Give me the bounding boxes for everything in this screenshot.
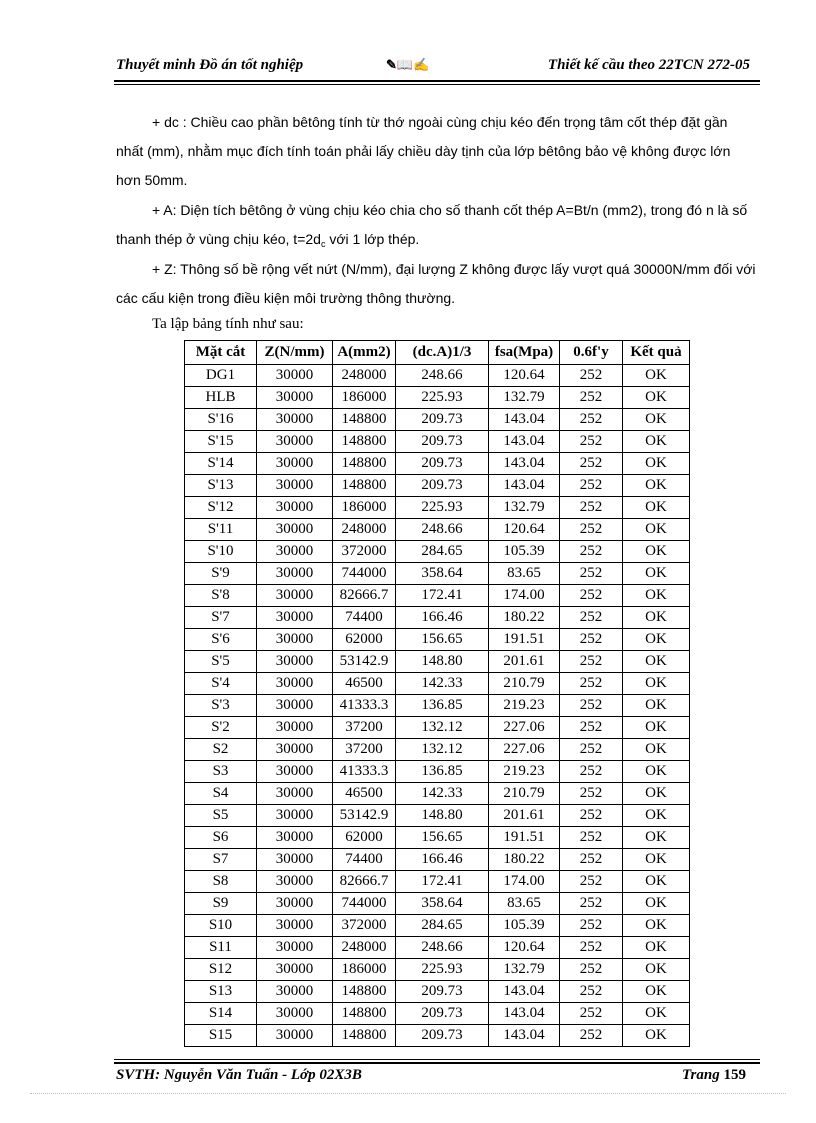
table-cell: S'4 [185, 673, 257, 695]
table-cell: 252 [560, 563, 623, 585]
table-cell: OK [623, 387, 690, 409]
table-cell: S'6 [185, 629, 257, 651]
table-row [185, 607, 690, 629]
table-cell: 252 [560, 695, 623, 717]
table-cell: 148800 [333, 453, 396, 475]
table-cell: 148.80 [396, 651, 489, 673]
footer-rule-thin [114, 1059, 760, 1060]
table-cell: 74400 [333, 607, 396, 629]
table-cell: 191.51 [489, 629, 560, 651]
paragraph-a-text-end: với 1 lớp thép. [325, 231, 420, 247]
table-cell: 30000 [257, 937, 333, 959]
table-cell: 142.33 [396, 783, 489, 805]
table-cell: 30000 [257, 959, 333, 981]
table-cell: 46500 [333, 783, 396, 805]
table-row [185, 871, 690, 893]
table-cell: 284.65 [396, 915, 489, 937]
table-cell: 30000 [257, 387, 333, 409]
table-cell: S4 [185, 783, 257, 805]
table-cell: 105.39 [489, 541, 560, 563]
footer-page [682, 1067, 746, 1084]
table-cell: S'11 [185, 519, 257, 541]
footer-author: SVTH: Nguyễn Văn Tuấn - Lớp 02X3B [116, 1067, 362, 1083]
table-cell: 219.23 [489, 695, 560, 717]
table-cell: OK [623, 541, 690, 563]
table-cell: OK [623, 761, 690, 783]
table-cell: OK [623, 585, 690, 607]
table-cell: 30000 [257, 1003, 333, 1025]
table-cell: 172.41 [396, 871, 489, 893]
table-row [185, 475, 690, 497]
table-cell: 148.80 [396, 805, 489, 827]
table-cell: 148800 [333, 409, 396, 431]
table-cell: 201.61 [489, 805, 560, 827]
table-cell: 252 [560, 629, 623, 651]
table-cell: 166.46 [396, 849, 489, 871]
table-row [185, 915, 690, 937]
table-cell: OK [623, 937, 690, 959]
table-cell: 186000 [333, 959, 396, 981]
table-cell: 62000 [333, 629, 396, 651]
table-row [185, 365, 690, 387]
table-cell: 46500 [333, 673, 396, 695]
table-cell: S3 [185, 761, 257, 783]
table-cell: OK [623, 717, 690, 739]
table-cell: 148800 [333, 1025, 396, 1047]
header-rule-thin [114, 84, 760, 85]
table-cell: 30000 [257, 453, 333, 475]
table-cell: 30000 [257, 783, 333, 805]
table-cell: S'9 [185, 563, 257, 585]
table-row [185, 651, 690, 673]
table-cell: HLB [185, 387, 257, 409]
table-row [185, 673, 690, 695]
table-cell: 30000 [257, 431, 333, 453]
table-cell: 227.06 [489, 739, 560, 761]
page-footer [116, 1067, 746, 1087]
table-cell: 172.41 [396, 585, 489, 607]
table-cell: 372000 [333, 541, 396, 563]
table-cell: OK [623, 365, 690, 387]
table-cell: 252 [560, 739, 623, 761]
col-header: fsa(Mpa) [489, 341, 560, 365]
table-cell: 252 [560, 805, 623, 827]
table-cell: 252 [560, 475, 623, 497]
table-cell: 83.65 [489, 563, 560, 585]
table-cell: 252 [560, 365, 623, 387]
table-cell: 180.22 [489, 607, 560, 629]
table-cell: S10 [185, 915, 257, 937]
table-cell: 186000 [333, 497, 396, 519]
table-cell: OK [623, 739, 690, 761]
table-cell: 210.79 [489, 783, 560, 805]
table-cell: 248000 [333, 937, 396, 959]
table-row [185, 431, 690, 453]
table-cell: 132.79 [489, 497, 560, 519]
table-cell: OK [623, 915, 690, 937]
header-rule [114, 80, 760, 82]
table-cell: S'3 [185, 695, 257, 717]
table-cell: OK [623, 959, 690, 981]
table-cell: 252 [560, 431, 623, 453]
table-cell: 120.64 [489, 937, 560, 959]
table-cell: 30000 [257, 673, 333, 695]
table-cell: 143.04 [489, 453, 560, 475]
table-cell: 358.64 [396, 563, 489, 585]
table-row [185, 387, 690, 409]
table-cell: S'7 [185, 607, 257, 629]
paragraph-dc: + dc : Chiều cao phần bêtông tính từ thớ ngoài cùng chịu kéo đến trọng tâm cốt thép đặt gần nhất (mm), nhằm mục đích tính toán phải lấy chiều dày tịnh của lớp bêtông bảo vệ không được lớn hơn 50mm. [116, 114, 731, 188]
page-number: 159 [723, 1067, 746, 1083]
col-header: Mặt cắt [185, 341, 257, 365]
table-cell: OK [623, 651, 690, 673]
table-cell: S15 [185, 1025, 257, 1047]
table-row [185, 761, 690, 783]
table-cell: S'10 [185, 541, 257, 563]
table-cell: 37200 [333, 739, 396, 761]
table-cell: 30000 [257, 871, 333, 893]
table-cell: OK [623, 783, 690, 805]
table-cell: 132.79 [489, 959, 560, 981]
table-cell: 252 [560, 827, 623, 849]
table-cell: OK [623, 849, 690, 871]
table-cell: OK [623, 981, 690, 1003]
table-cell: 143.04 [489, 475, 560, 497]
table-row [185, 981, 690, 1003]
table-cell: 209.73 [396, 431, 489, 453]
table-cell: 166.46 [396, 607, 489, 629]
col-header: 0.6f'y [560, 341, 623, 365]
table-cell: 227.06 [489, 717, 560, 739]
table-cell: 209.73 [396, 981, 489, 1003]
table-cell: S5 [185, 805, 257, 827]
table-cell: 248000 [333, 519, 396, 541]
table-cell: 132.79 [489, 387, 560, 409]
table-cell: 174.00 [489, 871, 560, 893]
table-cell: 30000 [257, 629, 333, 651]
table-cell: S13 [185, 981, 257, 1003]
table-cell: 248.66 [396, 937, 489, 959]
table-row [185, 453, 690, 475]
table-cell: S6 [185, 827, 257, 849]
table-cell: 219.23 [489, 761, 560, 783]
table-row [185, 805, 690, 827]
table-cell: OK [623, 673, 690, 695]
table-cell: 30000 [257, 695, 333, 717]
table-cell: 30000 [257, 981, 333, 1003]
table-cell: 148800 [333, 981, 396, 1003]
table-cell: 105.39 [489, 915, 560, 937]
table-cell: 252 [560, 1003, 623, 1025]
table-cell: 209.73 [396, 1025, 489, 1047]
table-cell: 30000 [257, 915, 333, 937]
crack-check-table [184, 340, 690, 1047]
table-cell: 248000 [333, 365, 396, 387]
table-cell: 252 [560, 783, 623, 805]
table-cell: S'15 [185, 431, 257, 453]
table-cell: 30000 [257, 475, 333, 497]
table-row [185, 849, 690, 871]
table-cell: S'2 [185, 717, 257, 739]
table-cell: 252 [560, 673, 623, 695]
col-header: Z(N/mm) [257, 341, 333, 365]
table-cell: 30000 [257, 541, 333, 563]
table-row [185, 1003, 690, 1025]
table-cell: 252 [560, 959, 623, 981]
table-cell: 372000 [333, 915, 396, 937]
table-cell: 252 [560, 607, 623, 629]
table-cell: S7 [185, 849, 257, 871]
table-cell: S14 [185, 1003, 257, 1025]
table-row [185, 695, 690, 717]
table-cell: 143.04 [489, 981, 560, 1003]
table-cell: 74400 [333, 849, 396, 871]
table-cell: 252 [560, 651, 623, 673]
table-cell: 30000 [257, 497, 333, 519]
table-cell: 142.33 [396, 673, 489, 695]
table-cell: DG1 [185, 365, 257, 387]
table-cell: OK [623, 519, 690, 541]
table-row [185, 519, 690, 541]
table-cell: 209.73 [396, 475, 489, 497]
table-cell: 252 [560, 915, 623, 937]
table-row [185, 563, 690, 585]
table-cell: OK [623, 497, 690, 519]
table-row [185, 893, 690, 915]
table-cell: OK [623, 1003, 690, 1025]
table-cell: 30000 [257, 585, 333, 607]
table-cell: 30000 [257, 607, 333, 629]
table-cell: 30000 [257, 805, 333, 827]
col-header: A(mm2) [333, 341, 396, 365]
table-cell: 120.64 [489, 519, 560, 541]
table-cell: S'13 [185, 475, 257, 497]
table-cell: 252 [560, 981, 623, 1003]
table-cell: S'12 [185, 497, 257, 519]
table-cell: 209.73 [396, 1003, 489, 1025]
table-cell: OK [623, 871, 690, 893]
table-cell: 82666.7 [333, 585, 396, 607]
table-cell: 136.85 [396, 695, 489, 717]
table-cell: 252 [560, 717, 623, 739]
table-cell: 248.66 [396, 365, 489, 387]
header-right-title: Thiết kế cầu theo 22TCN 272-05 [547, 57, 750, 73]
table-cell: 248.66 [396, 519, 489, 541]
table-row [185, 783, 690, 805]
table-cell: 30000 [257, 365, 333, 387]
table-cell: 37200 [333, 717, 396, 739]
table-cell: 30000 [257, 409, 333, 431]
table-cell: S8 [185, 871, 257, 893]
page-header [116, 57, 756, 77]
table-cell: 53142.9 [333, 651, 396, 673]
table-cell: 744000 [333, 563, 396, 585]
table-cell: 284.65 [396, 541, 489, 563]
table-row [185, 585, 690, 607]
table-cell: 62000 [333, 827, 396, 849]
table-cell: 252 [560, 541, 623, 563]
table-row [185, 409, 690, 431]
table-cell: OK [623, 893, 690, 915]
table-cell: S'8 [185, 585, 257, 607]
col-header: (dc.A)1/3 [396, 341, 489, 365]
table-row [185, 827, 690, 849]
table-cell: 30000 [257, 1025, 333, 1047]
table-cell: 30000 [257, 651, 333, 673]
col-header: Kết quả [623, 341, 690, 365]
table-cell: 83.65 [489, 893, 560, 915]
table-cell: OK [623, 629, 690, 651]
table-cell: 30000 [257, 563, 333, 585]
table-cell: 41333.3 [333, 761, 396, 783]
paragraph-a-text: + A: Diện tích bêtông ở vùng chịu kéo chia cho số thanh cốt thép A=Bt/n (mm2), trong đó n là số thanh thép ở vùng chịu kéo, t=2d [116, 202, 748, 247]
table-cell: S'5 [185, 651, 257, 673]
table-cell: OK [623, 827, 690, 849]
table-cell: 252 [560, 453, 623, 475]
table-cell: 132.12 [396, 717, 489, 739]
table-cell: 225.93 [396, 497, 489, 519]
page-label: Trang [681, 1067, 724, 1083]
table-row [185, 1025, 690, 1047]
body-text [116, 108, 756, 313]
table-cell: 225.93 [396, 387, 489, 409]
table-cell: 132.12 [396, 739, 489, 761]
table-cell: 252 [560, 387, 623, 409]
table-cell: OK [623, 1025, 690, 1047]
book-ornament-icon: ✎📖✍ [386, 57, 430, 72]
table-cell: 30000 [257, 827, 333, 849]
table-cell: OK [623, 409, 690, 431]
table-cell: 156.65 [396, 629, 489, 651]
table-cell: 53142.9 [333, 805, 396, 827]
table-cell: 30000 [257, 717, 333, 739]
table-row [185, 739, 690, 761]
table-cell: OK [623, 695, 690, 717]
table-cell: 252 [560, 761, 623, 783]
table-cell: 148800 [333, 1003, 396, 1025]
table-cell: 252 [560, 409, 623, 431]
table-cell: 148800 [333, 431, 396, 453]
table-row [185, 717, 690, 739]
table-cell: 252 [560, 585, 623, 607]
table-row [185, 937, 690, 959]
table-row [185, 629, 690, 651]
table-cell: 252 [560, 497, 623, 519]
table-cell: 180.22 [489, 849, 560, 871]
header-left-title: Thuyết minh Đồ án tốt nghiệp [116, 57, 304, 73]
table-cell: 136.85 [396, 761, 489, 783]
table-cell: 252 [560, 1025, 623, 1047]
paragraph-a-subscript: c [320, 239, 326, 249]
table-cell: 191.51 [489, 827, 560, 849]
table-cell: 252 [560, 893, 623, 915]
table-cell: 30000 [257, 849, 333, 871]
table-cell: 143.04 [489, 409, 560, 431]
table-cell: 210.79 [489, 673, 560, 695]
table-cell: 252 [560, 871, 623, 893]
table-cell: 120.64 [489, 365, 560, 387]
table-row [185, 497, 690, 519]
table-cell: 225.93 [396, 959, 489, 981]
table-cell: 30000 [257, 519, 333, 541]
table-cell: 30000 [257, 739, 333, 761]
table-cell: 143.04 [489, 1025, 560, 1047]
table-cell: 143.04 [489, 1003, 560, 1025]
table-cell: 30000 [257, 893, 333, 915]
table-row [185, 541, 690, 563]
table-cell: S'16 [185, 409, 257, 431]
table-cell: 143.04 [489, 431, 560, 453]
table-cell: 156.65 [396, 827, 489, 849]
table-cell: OK [623, 475, 690, 497]
table-cell: OK [623, 431, 690, 453]
table-cell: 174.00 [489, 585, 560, 607]
table-row [185, 959, 690, 981]
paragraph-a [116, 196, 756, 254]
table-cell: OK [623, 453, 690, 475]
table-cell: S12 [185, 959, 257, 981]
table-cell: 30000 [257, 761, 333, 783]
table-header-row [185, 341, 690, 365]
paragraph-z: + Z: Thông số bề rộng vết nứt (N/mm), đại lượng Z không được lấy vượt quá 30000N/mm đối với các cấu kiện trong điều kiện môi trường thông thường. [116, 261, 756, 306]
table-cell: 82666.7 [333, 871, 396, 893]
table-cell: S'14 [185, 453, 257, 475]
table-cell: OK [623, 805, 690, 827]
table-cell: S9 [185, 893, 257, 915]
table-cell: 358.64 [396, 893, 489, 915]
table-cell: OK [623, 607, 690, 629]
table-cell: 41333.3 [333, 695, 396, 717]
table-cell: OK [623, 563, 690, 585]
table-caption: Ta lập bảng tính như sau: [152, 316, 304, 332]
table-cell: 186000 [333, 387, 396, 409]
page-bottom-dotted-edge [30, 1093, 786, 1094]
table-cell: 744000 [333, 893, 396, 915]
table-cell: 252 [560, 937, 623, 959]
table-cell: S2 [185, 739, 257, 761]
table-body [185, 365, 690, 1047]
table-cell: 148800 [333, 475, 396, 497]
table-cell: S11 [185, 937, 257, 959]
table-cell: 252 [560, 849, 623, 871]
table-cell: 252 [560, 519, 623, 541]
table-cell: 201.61 [489, 651, 560, 673]
footer-rule [114, 1062, 760, 1064]
table-cell: 209.73 [396, 409, 489, 431]
table-cell: 209.73 [396, 453, 489, 475]
